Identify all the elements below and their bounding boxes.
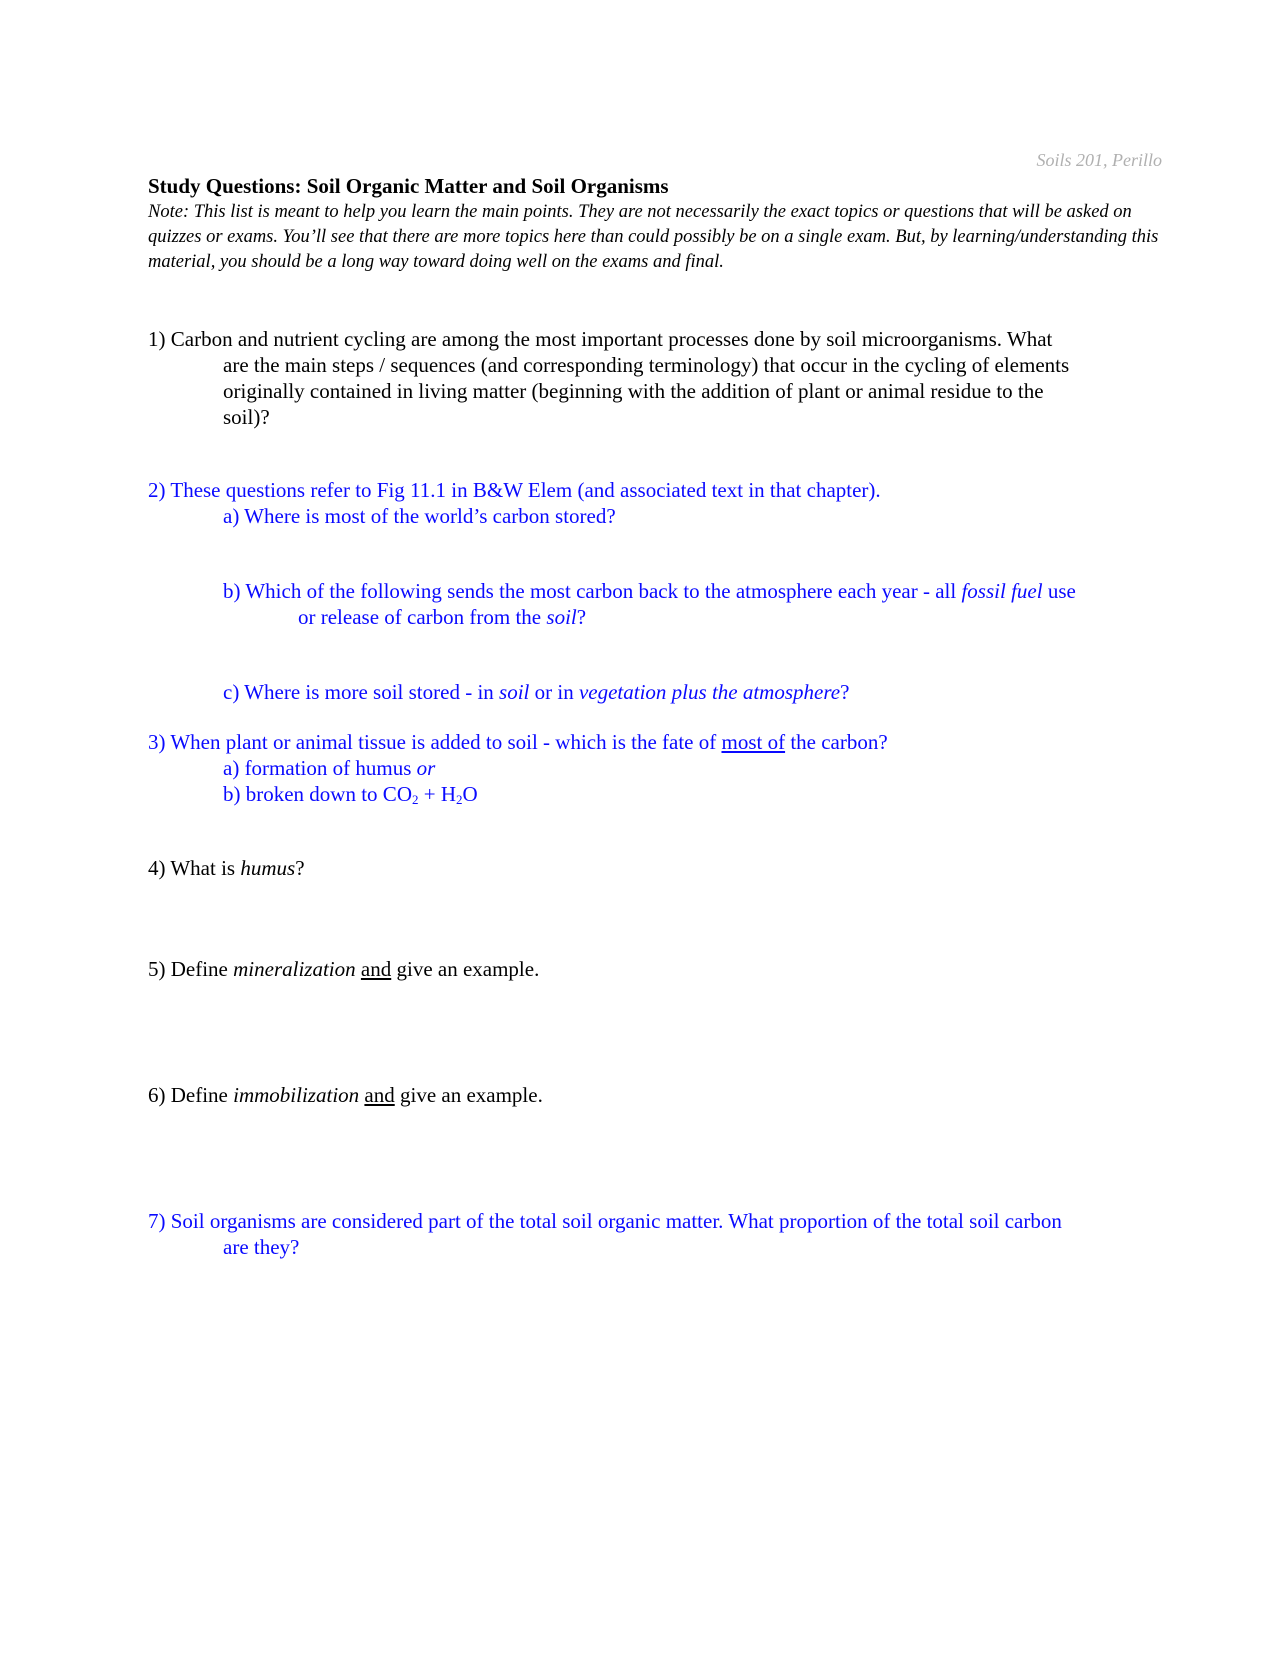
question-4: 4) What is humus? xyxy=(148,856,305,880)
intro-note: Note: This list is meant to help you learn the main points. They are not necessarily the exact topics or questions that will be asked on quizzes or exams. You’ll see that there are more topics here than could possibly be on a single exam. But, by learning/understanding this material, you should be a long way toward doing well on the exams and final. xyxy=(148,202,1159,272)
question-2b-line-2: or release of carbon from the soil? xyxy=(298,605,587,629)
question-6: 6) Define immobilization and give an example. xyxy=(148,1083,543,1107)
question-2c-line: c) Where is more soil stored - in soil or in vegetation plus the atmosphere? xyxy=(223,680,850,704)
question-3-stem: 3) When plant or animal tissue is added to soil - which is the fate of most of the carbon? xyxy=(148,730,888,754)
question-2b xyxy=(148,578,1170,630)
question-2b-line-1: b) Which of the following sends the most carbon back to the atmosphere each year - all fossil fuel use xyxy=(223,579,1076,603)
question-7-line-1: 7) Soil organisms are considered part of the total soil organic matter. What proportion of the total soil carbon xyxy=(148,1209,1062,1233)
question-7-line-2: are they? xyxy=(223,1235,300,1259)
course-label: Soils 201, Perillo xyxy=(1036,150,1162,170)
page-title: Study Questions: Soil Organic Matter and Soil Organisms xyxy=(148,174,669,198)
question-3b: b) broken down to $CO_2 + H_2O$ xyxy=(223,782,478,807)
question-1-line-2: are the main steps / sequences (and corresponding terminology) that occur in the cycling of elements xyxy=(223,353,1070,377)
question-1-line-3: originally contained in living matter (beginning with the addition of plant or animal residue to the xyxy=(223,379,1044,403)
question-2-stem: 2) These questions refer to Fig 11.1 in B&W Elem (and associated text in that chapter). xyxy=(148,478,881,502)
fossil-fuel-term: fossil fuel xyxy=(961,579,1043,603)
question-3a: a) formation of humus or xyxy=(223,756,436,780)
question-1-line-1: 1) Carbon and nutrient cycling are among the most important processes done by soil microorganisms. What xyxy=(148,327,1053,351)
question-5: 5) Define mineralization and give an example. xyxy=(148,957,540,981)
question-2 xyxy=(148,477,1170,529)
question-3 xyxy=(148,729,1170,807)
soil-term: soil xyxy=(546,605,577,629)
question-1 xyxy=(148,326,1170,430)
question-7 xyxy=(148,1208,1170,1260)
question-1-line-4: soil)? xyxy=(223,405,270,429)
question-2a: a) Where is most of the world’s carbon stored? xyxy=(223,504,616,528)
question-2c xyxy=(148,679,1170,705)
